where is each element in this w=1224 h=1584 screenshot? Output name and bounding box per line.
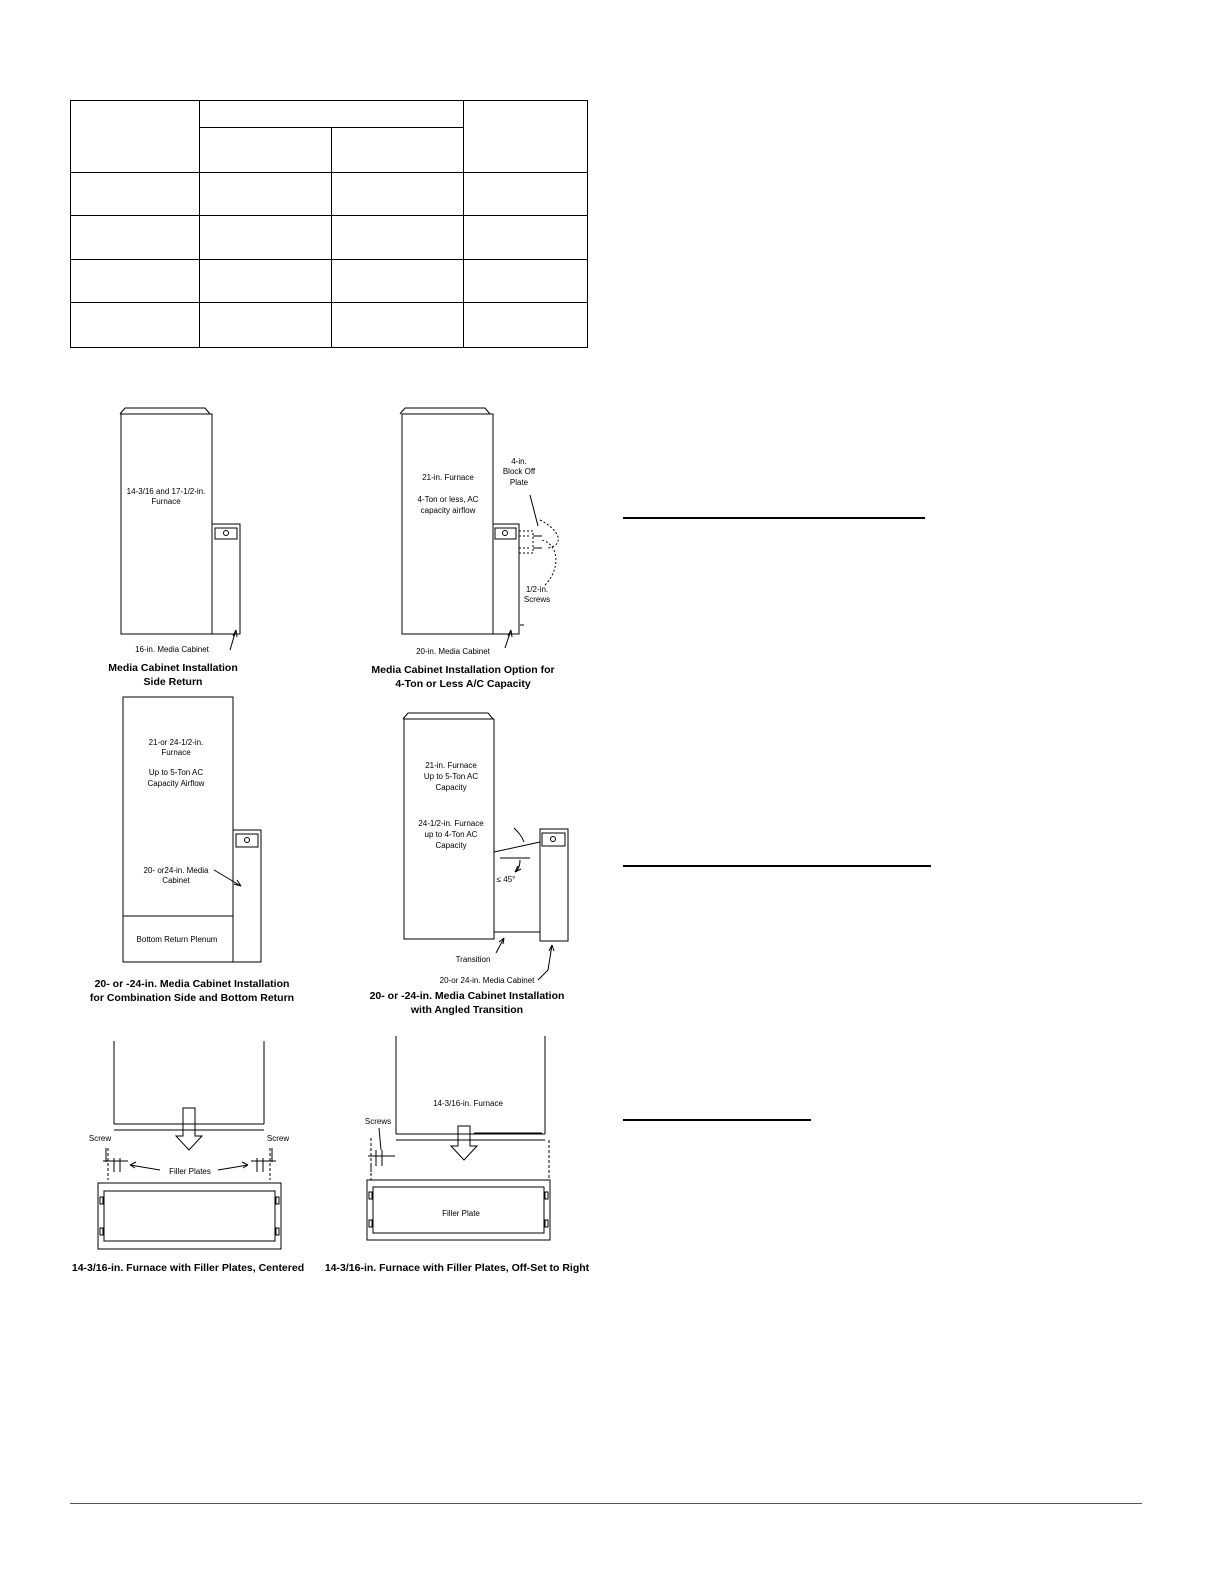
figure-side-return	[108, 408, 240, 688]
furnace-body	[404, 719, 494, 939]
filler-plate-frame	[98, 1183, 281, 1249]
table-border-top	[70, 100, 588, 101]
table-row-divider	[70, 215, 588, 216]
screws-label: Screws	[523, 595, 551, 604]
screws-label: 1/2-in.	[525, 585, 549, 594]
cabinet-label: 20- or24-in. Media	[143, 866, 209, 875]
figure-combination-return	[90, 697, 294, 1004]
furnace-label: capacity airflow	[420, 506, 476, 515]
figure-filler-plates-centered	[72, 1041, 304, 1274]
furnace-label: 14-3/16-in. Furnace	[433, 1099, 503, 1108]
furnace-body	[121, 414, 212, 634]
furnace-body	[123, 697, 233, 962]
furnace-label: Up to 5-Ton AC	[148, 768, 204, 777]
furnace-label: Furnace	[151, 497, 181, 506]
furnace-label: 24-1/2-in. Furnace	[418, 819, 484, 828]
section-heading-rule	[623, 865, 931, 867]
cabinet-label: 16-in. Media Cabinet	[135, 645, 209, 654]
media-cabinet	[212, 524, 240, 634]
figure-caption: Media Cabinet Installation Option for	[371, 664, 555, 676]
screws-label: Screws	[364, 1117, 392, 1126]
plate-label: Filler Plate	[442, 1209, 480, 1218]
plate-label: Block Off	[502, 467, 536, 476]
table-row-divider	[70, 302, 588, 303]
furnace-label: 21-in. Furnace	[422, 473, 474, 482]
cabinet-label: 20-or 24-in. Media Cabinet	[439, 976, 535, 985]
table-col-divider	[463, 100, 464, 348]
table-subheader-divider	[199, 127, 464, 128]
table-col-divider	[331, 127, 332, 348]
furnace-label: 21-in. Furnace	[425, 761, 477, 770]
figure-angled-transition	[370, 713, 568, 1016]
down-arrow-icon	[451, 1126, 477, 1160]
figure-panel	[60, 395, 600, 1295]
furnace-label: Up to 5-Ton AC	[423, 772, 479, 781]
footer-rule	[70, 1503, 1142, 1504]
plenum-label: Bottom Return Plenum	[136, 935, 218, 944]
plate-label: 4-in.	[511, 457, 527, 466]
furnace-label: Capacity Airflow	[147, 779, 205, 788]
furnace-body	[402, 414, 493, 634]
section-heading-rule	[623, 1119, 811, 1121]
furnace-label: 4-Ton or less, AC	[417, 495, 479, 504]
furnace-label: Capacity	[435, 841, 467, 850]
plate-label: Plate	[509, 478, 529, 487]
furnace-label: Capacity	[435, 783, 467, 792]
table-col-divider	[199, 100, 200, 348]
transition-label: Transition	[455, 955, 491, 964]
figure-caption: 14-3/16-in. Furnace with Filler Plates, Centered	[71, 1262, 305, 1274]
figure-caption: 20- or -24-in. Media Cabinet Installation	[94, 978, 290, 990]
media-cabinet	[233, 830, 261, 962]
table-row-divider	[70, 172, 588, 173]
furnace-label: Furnace	[161, 748, 191, 757]
figure-caption: 4-Ton or Less A/C Capacity	[395, 678, 531, 690]
screw-label: Screw	[266, 1134, 290, 1143]
media-cabinet	[493, 524, 519, 634]
table-row-divider	[70, 259, 588, 260]
figure-filler-plates-offset	[325, 1036, 590, 1274]
figure-caption: 14-3/16-in. Furnace with Filler Plates, Off-Set to Right	[324, 1262, 590, 1274]
data-table	[70, 100, 588, 348]
figure-caption: for Combination Side and Bottom Return	[89, 992, 295, 1004]
down-arrow-icon	[176, 1108, 202, 1150]
figure-caption: Side Return	[143, 676, 203, 688]
section-heading-rule	[623, 517, 925, 519]
angle-label: ≤ 45°	[496, 875, 516, 884]
plates-label: Filler Plates	[169, 1167, 211, 1176]
table-border-right	[587, 100, 588, 348]
figure-caption: Media Cabinet Installation	[108, 662, 238, 674]
figure-caption: with Angled Transition	[410, 1004, 524, 1016]
cabinet-label: 20-in. Media Cabinet	[416, 647, 490, 656]
transition	[494, 842, 540, 932]
furnace-label: up to 4-Ton AC	[424, 830, 478, 839]
table-border-left	[70, 100, 71, 348]
figure-4-ton-option	[371, 408, 558, 690]
block-off-plate	[519, 531, 533, 553]
cabinet-label: Cabinet	[162, 876, 190, 885]
furnace-label: 21-or 24-1/2-in.	[148, 738, 204, 747]
table-border-bottom	[70, 347, 588, 348]
furnace-label: 14-3/16 and 17-1/2-in.	[126, 487, 206, 496]
screw-label: Screw	[88, 1134, 112, 1143]
figure-caption: 20- or -24-in. Media Cabinet Installation	[369, 990, 565, 1002]
